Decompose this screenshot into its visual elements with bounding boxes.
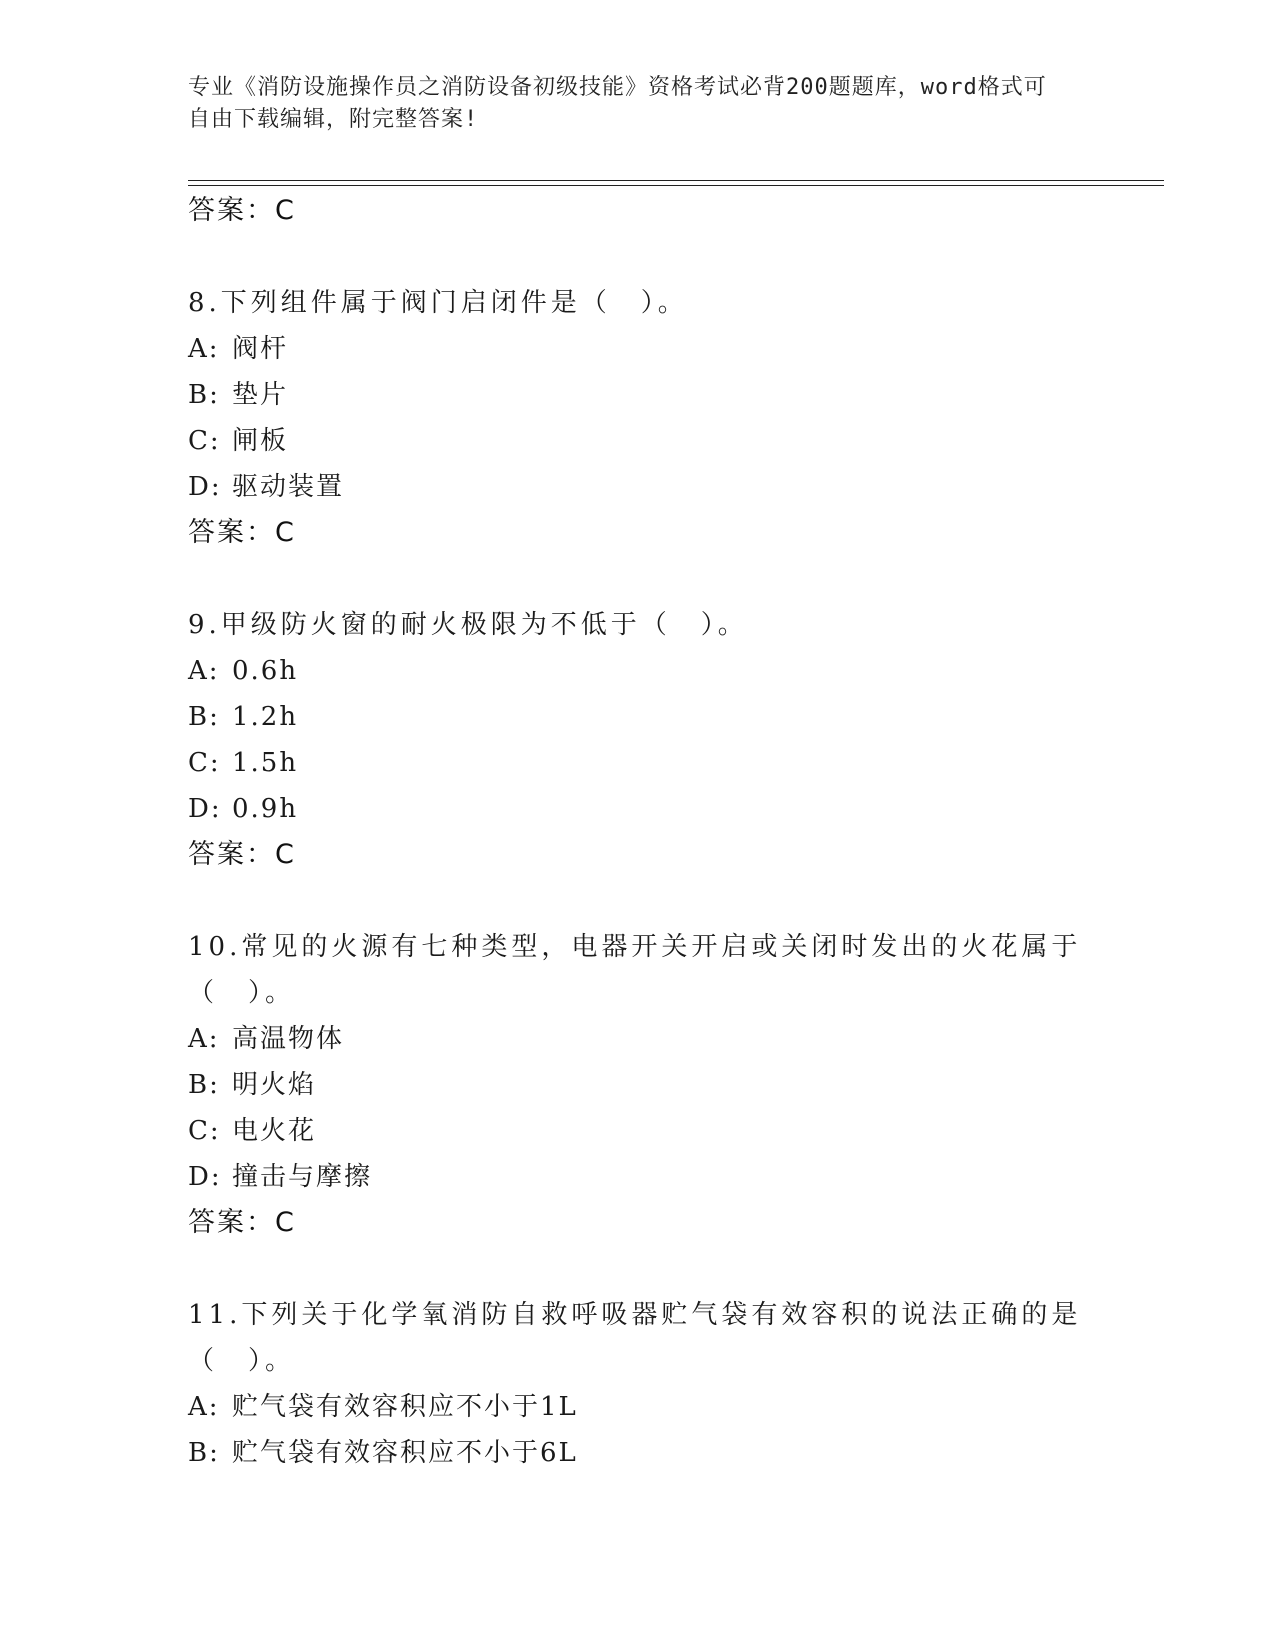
option-text: 阀杆	[232, 334, 289, 364]
option-text: 电火花	[232, 1116, 317, 1146]
option-letter: D:	[188, 472, 222, 502]
option-text: 明火焰	[232, 1070, 317, 1100]
option-text: 0.9h	[232, 794, 299, 824]
option-text: 1.5h	[232, 748, 299, 778]
option-text: 闸板	[232, 426, 289, 456]
answer-line: 答案：C	[188, 839, 296, 870]
question-list	[188, 188, 1088, 1476]
option-letter: B:	[188, 1438, 220, 1468]
option-b	[188, 1430, 1088, 1476]
option-letter: B:	[188, 702, 220, 732]
document-header: 专业《消防设施操作员之消防设备初级技能》资格考试必背200题题库，word格式可自由下载编辑，附完整答案!	[188, 75, 1047, 132]
option-a	[188, 1016, 1088, 1062]
answer-line: 答案：C	[188, 517, 296, 548]
question-stem: 11.下列关于化学氧消防自救呼吸器贮气袋有效容积的说法正确的是（ ）。	[188, 1300, 1082, 1376]
option-text: 驱动装置	[232, 472, 345, 502]
option-text: 贮气袋有效容积应不小于1L	[232, 1392, 578, 1422]
question-block	[188, 1292, 1088, 1476]
option-text: 贮气袋有效容积应不小于6L	[232, 1438, 578, 1468]
option-b	[188, 1062, 1088, 1108]
option-letter: B:	[188, 1070, 220, 1100]
option-letter: D:	[188, 794, 222, 824]
question-stem: 8.下列组件属于阀门启闭件是（ ）。	[188, 288, 688, 318]
option-letter: C:	[188, 426, 221, 456]
question-block	[188, 924, 1088, 1246]
header-rule-top	[188, 180, 1164, 181]
option-letter: A:	[188, 656, 220, 686]
option-text: 1.2h	[232, 702, 299, 732]
option-letter: C:	[188, 748, 221, 778]
question-stem: 9.甲级防火窗的耐火极限为不低于（ ）。	[188, 610, 748, 640]
answer-line: 答案：C	[188, 1207, 296, 1238]
option-c	[188, 740, 1088, 786]
option-text: 高温物体	[232, 1024, 345, 1054]
option-d	[188, 786, 1088, 832]
option-text: 垫片	[232, 380, 289, 410]
option-letter: A:	[188, 334, 220, 364]
option-c	[188, 418, 1088, 464]
option-a	[188, 648, 1088, 694]
question-block	[188, 602, 1088, 878]
answer-line: 答案：C	[188, 195, 296, 226]
option-d	[188, 464, 1088, 510]
option-letter: A:	[188, 1392, 220, 1422]
header-rule-bottom	[188, 185, 1164, 186]
question-stem: 10.常见的火源有七种类型，电器开关开启或关闭时发出的火花属于（ ）。	[188, 932, 1082, 1008]
option-a	[188, 326, 1088, 372]
option-text: 撞击与摩擦	[232, 1162, 373, 1192]
option-letter: C:	[188, 1116, 221, 1146]
option-c	[188, 1108, 1088, 1154]
option-letter: A:	[188, 1024, 220, 1054]
option-a	[188, 1384, 1088, 1430]
option-letter: D:	[188, 1162, 222, 1192]
option-letter: B:	[188, 380, 220, 410]
option-b	[188, 372, 1088, 418]
question-block	[188, 280, 1088, 556]
option-d	[188, 1154, 1088, 1200]
option-b	[188, 694, 1088, 740]
option-text: 0.6h	[232, 656, 299, 686]
